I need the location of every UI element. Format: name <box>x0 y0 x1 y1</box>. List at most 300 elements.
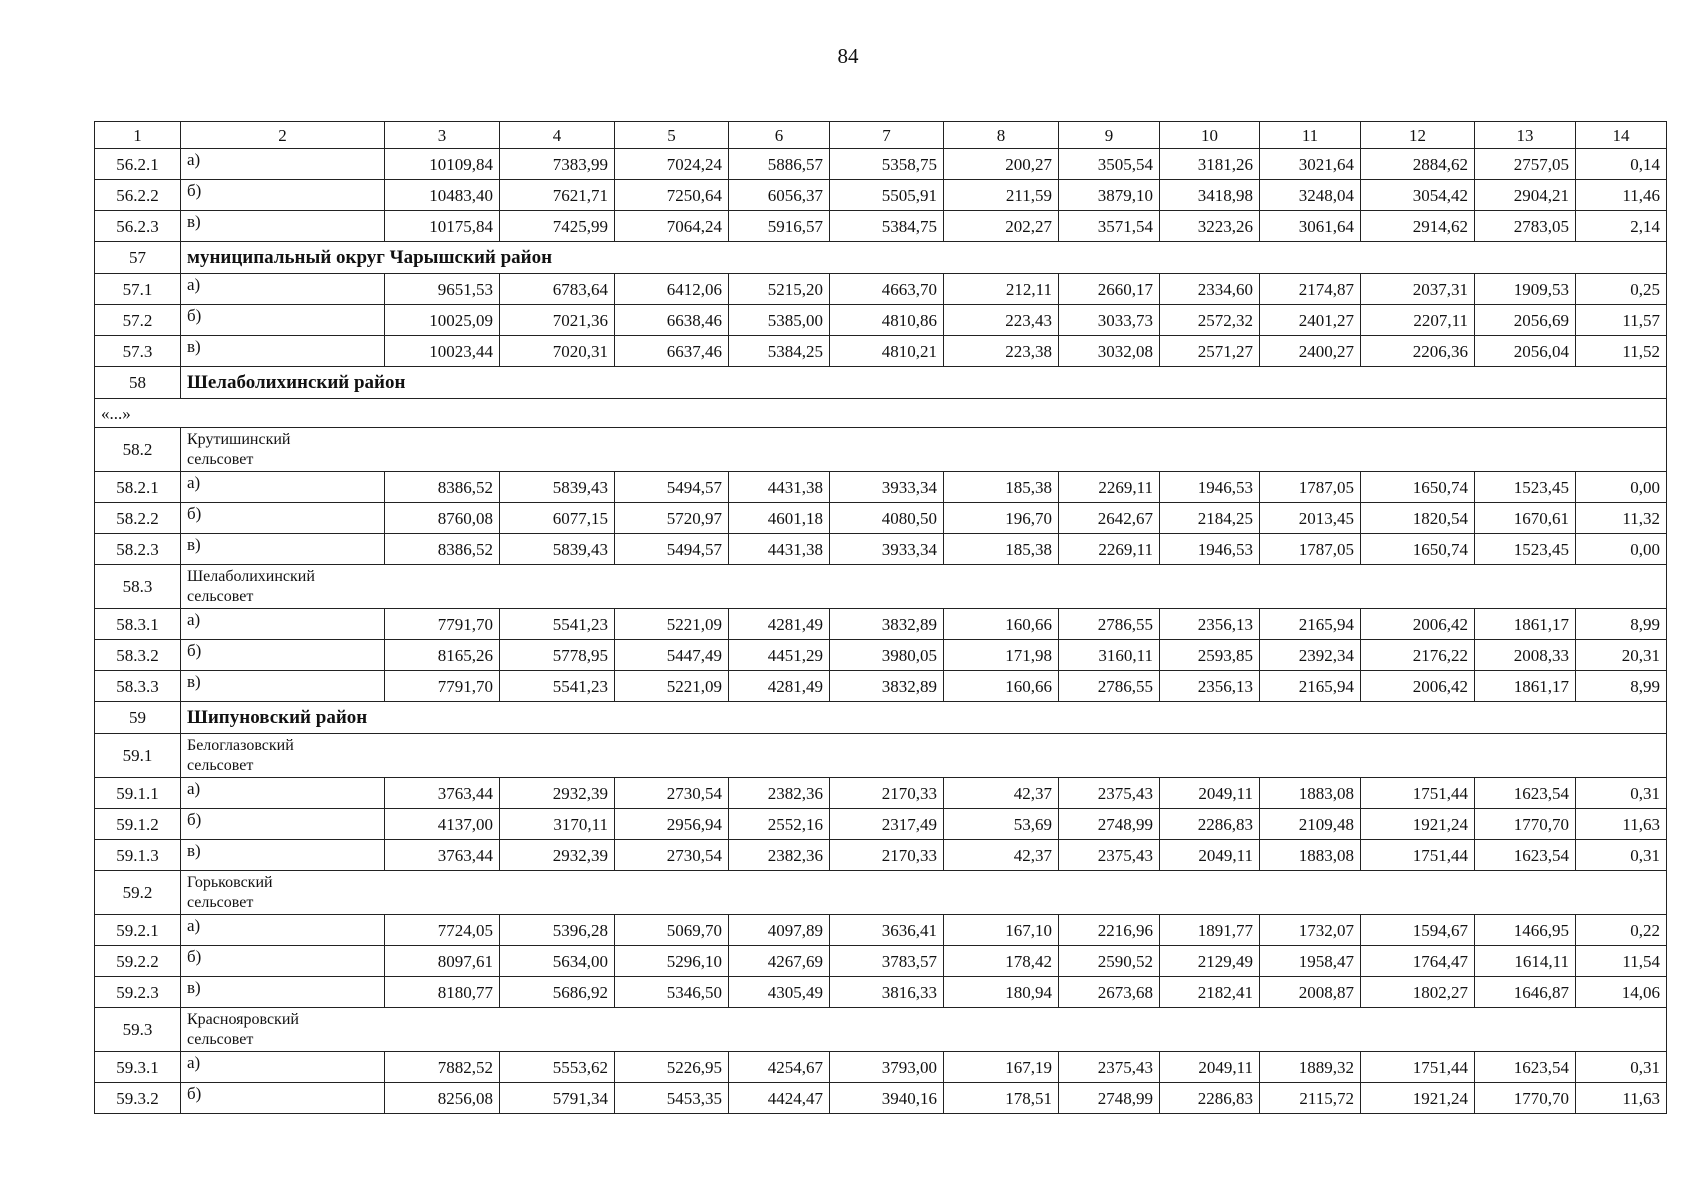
value-cell: 9651,53 <box>385 274 500 305</box>
column-header: 13 <box>1475 122 1576 149</box>
column-header: 2 <box>181 122 385 149</box>
value-cell: 7020,31 <box>500 336 615 367</box>
value-cell: 2401,27 <box>1260 305 1361 336</box>
value-cell: 5791,34 <box>500 1083 615 1114</box>
value-cell: 6783,64 <box>500 274 615 305</box>
value-cell: 5453,35 <box>615 1083 729 1114</box>
value-cell: 2932,39 <box>500 840 615 871</box>
table-row <box>95 534 1667 565</box>
row-code: 57.2 <box>95 305 181 336</box>
value-cell: 5505,91 <box>830 180 944 211</box>
column-header: 11 <box>1260 122 1361 149</box>
table-row <box>95 1052 1667 1083</box>
value-cell: 2129,49 <box>1160 946 1260 977</box>
value-cell: 2730,54 <box>615 840 729 871</box>
value-cell: 4810,21 <box>830 336 944 367</box>
value-cell: 8760,08 <box>385 503 500 534</box>
row-label: в) <box>181 336 385 367</box>
value-cell: 1820,54 <box>1361 503 1475 534</box>
row-label: в) <box>181 977 385 1008</box>
row-label: а) <box>181 609 385 640</box>
value-cell: 6638,46 <box>615 305 729 336</box>
value-cell: 5686,92 <box>500 977 615 1008</box>
value-cell: 2375,43 <box>1059 1052 1160 1083</box>
row-code: 59.1.3 <box>95 840 181 871</box>
section-title: Шелаболихинский район <box>181 367 1667 399</box>
value-cell: 4097,89 <box>729 915 830 946</box>
value-cell: 7383,99 <box>500 149 615 180</box>
value-cell: 2006,42 <box>1361 609 1475 640</box>
value-cell: 1751,44 <box>1361 1052 1475 1083</box>
row-label: б) <box>181 305 385 336</box>
value-cell: 5226,95 <box>615 1052 729 1083</box>
table-row <box>95 977 1667 1008</box>
row-label: в) <box>181 534 385 565</box>
value-cell: 1891,77 <box>1160 915 1260 946</box>
value-cell: 10023,44 <box>385 336 500 367</box>
row-code: 57.1 <box>95 274 181 305</box>
value-cell: 2006,42 <box>1361 671 1475 702</box>
value-cell: 5494,57 <box>615 472 729 503</box>
value-cell: 2642,67 <box>1059 503 1160 534</box>
section-code: 58 <box>95 367 181 399</box>
value-cell: 10175,84 <box>385 211 500 242</box>
section-title: Шипуновский район <box>181 702 1667 734</box>
value-cell: 2571,27 <box>1160 336 1260 367</box>
value-cell: 4281,49 <box>729 609 830 640</box>
row-code: 58.3.2 <box>95 640 181 671</box>
value-cell: 2008,87 <box>1260 977 1361 1008</box>
value-cell: 5839,43 <box>500 472 615 503</box>
value-cell: 3505,54 <box>1059 149 1160 180</box>
column-header: 14 <box>1576 122 1667 149</box>
tariff-table <box>94 121 1667 1114</box>
value-cell: 2286,83 <box>1160 809 1260 840</box>
value-cell: 3223,26 <box>1160 211 1260 242</box>
value-cell: 5634,00 <box>500 946 615 977</box>
value-cell: 5358,75 <box>830 149 944 180</box>
value-cell: 4601,18 <box>729 503 830 534</box>
value-cell: 1802,27 <box>1361 977 1475 1008</box>
value-cell: 3940,16 <box>830 1083 944 1114</box>
value-cell: 5778,95 <box>500 640 615 671</box>
value-cell: 5221,09 <box>615 609 729 640</box>
value-cell: 1946,53 <box>1160 472 1260 503</box>
value-cell: 2207,11 <box>1361 305 1475 336</box>
value-cell: 4431,38 <box>729 534 830 565</box>
row-code: 56.2.2 <box>95 180 181 211</box>
value-cell: 5541,23 <box>500 671 615 702</box>
value-cell: 2184,25 <box>1160 503 1260 534</box>
subsection-row <box>95 428 1667 472</box>
value-cell: 5494,57 <box>615 534 729 565</box>
value-cell: 2932,39 <box>500 778 615 809</box>
row-code: 59.3.1 <box>95 1052 181 1083</box>
value-cell: 42,37 <box>944 840 1059 871</box>
subsection-title-line: сельсовет <box>187 756 254 774</box>
row-label: в) <box>181 840 385 871</box>
value-cell: 1946,53 <box>1160 534 1260 565</box>
value-cell: 4305,49 <box>729 977 830 1008</box>
row-label: а) <box>181 1052 385 1083</box>
value-cell: 5541,23 <box>500 609 615 640</box>
subsection-title-line: Горьковский <box>187 874 273 892</box>
value-cell: 180,94 <box>944 977 1059 1008</box>
value-cell: 223,43 <box>944 305 1059 336</box>
value-cell: 2572,32 <box>1160 305 1260 336</box>
value-cell: 7021,36 <box>500 305 615 336</box>
value-cell: 2786,55 <box>1059 671 1160 702</box>
value-cell: 2317,49 <box>830 809 944 840</box>
value-cell: 8097,61 <box>385 946 500 977</box>
subsection-title-line: сельсовет <box>187 587 254 605</box>
table-row <box>95 336 1667 367</box>
value-cell: 1650,74 <box>1361 472 1475 503</box>
subsection-title-line: сельсовет <box>187 450 254 468</box>
value-cell: 5916,57 <box>729 211 830 242</box>
value-cell: 2392,34 <box>1260 640 1361 671</box>
column-header: 7 <box>830 122 944 149</box>
value-cell: 1770,70 <box>1475 809 1576 840</box>
row-label: в) <box>181 211 385 242</box>
value-cell: 4424,47 <box>729 1083 830 1114</box>
value-cell: 1523,45 <box>1475 472 1576 503</box>
value-cell: 1861,17 <box>1475 609 1576 640</box>
value-cell: 1646,87 <box>1475 977 1576 1008</box>
value-cell: 7882,52 <box>385 1052 500 1083</box>
value-cell: 11,54 <box>1576 946 1667 977</box>
value-cell: 2269,11 <box>1059 472 1160 503</box>
value-cell: 1787,05 <box>1260 472 1361 503</box>
value-cell: 2165,94 <box>1260 671 1361 702</box>
value-cell: 1650,74 <box>1361 534 1475 565</box>
section-row <box>95 702 1667 734</box>
subsection-row <box>95 734 1667 778</box>
row-code: 58.2.2 <box>95 503 181 534</box>
value-cell: 1861,17 <box>1475 671 1576 702</box>
value-cell: 2673,68 <box>1059 977 1160 1008</box>
column-header: 8 <box>944 122 1059 149</box>
value-cell: 4810,86 <box>830 305 944 336</box>
value-cell: 3054,42 <box>1361 180 1475 211</box>
value-cell: 2269,11 <box>1059 534 1160 565</box>
value-cell: 1909,53 <box>1475 274 1576 305</box>
value-cell: 7621,71 <box>500 180 615 211</box>
value-cell: 167,10 <box>944 915 1059 946</box>
value-cell: 5720,97 <box>615 503 729 534</box>
value-cell: 2904,21 <box>1475 180 1576 211</box>
value-cell: 5069,70 <box>615 915 729 946</box>
value-cell: 5221,09 <box>615 671 729 702</box>
table-row <box>95 180 1667 211</box>
value-cell: 4451,29 <box>729 640 830 671</box>
value-cell: 6412,06 <box>615 274 729 305</box>
value-cell: 3021,64 <box>1260 149 1361 180</box>
value-cell: 2056,04 <box>1475 336 1576 367</box>
value-cell: 2748,99 <box>1059 1083 1160 1114</box>
value-cell: 2115,72 <box>1260 1083 1361 1114</box>
row-label: а) <box>181 274 385 305</box>
row-label: б) <box>181 1083 385 1114</box>
column-header: 5 <box>615 122 729 149</box>
value-cell: 2748,99 <box>1059 809 1160 840</box>
value-cell: 2286,83 <box>1160 1083 1260 1114</box>
value-cell: 7791,70 <box>385 609 500 640</box>
subsection-title <box>181 428 1667 472</box>
table-body <box>95 122 1667 1114</box>
row-code: 56.2.3 <box>95 211 181 242</box>
value-cell: 2552,16 <box>729 809 830 840</box>
value-cell: 1883,08 <box>1260 778 1361 809</box>
value-cell: 2382,36 <box>729 778 830 809</box>
value-cell: 2049,11 <box>1160 778 1260 809</box>
value-cell: 2884,62 <box>1361 149 1475 180</box>
value-cell: 5553,62 <box>500 1052 615 1083</box>
value-cell: 1594,67 <box>1361 915 1475 946</box>
subsection-title <box>181 565 1667 609</box>
row-code: 58.3.3 <box>95 671 181 702</box>
column-header: 3 <box>385 122 500 149</box>
value-cell: 10109,84 <box>385 149 500 180</box>
section-title: муниципальный округ Чарышский район <box>181 242 1667 274</box>
value-cell: 0,31 <box>1576 778 1667 809</box>
value-cell: 3160,11 <box>1059 640 1160 671</box>
value-cell: 2170,33 <box>830 778 944 809</box>
value-cell: 2,14 <box>1576 211 1667 242</box>
value-cell: 6077,15 <box>500 503 615 534</box>
value-cell: 202,27 <box>944 211 1059 242</box>
value-cell: 5385,00 <box>729 305 830 336</box>
value-cell: 4137,00 <box>385 809 500 840</box>
value-cell: 200,27 <box>944 149 1059 180</box>
value-cell: 1623,54 <box>1475 840 1576 871</box>
row-code: 59.1.2 <box>95 809 181 840</box>
value-cell: 1787,05 <box>1260 534 1361 565</box>
value-cell: 7064,24 <box>615 211 729 242</box>
value-cell: 2914,62 <box>1361 211 1475 242</box>
value-cell: 0,00 <box>1576 534 1667 565</box>
value-cell: 2593,85 <box>1160 640 1260 671</box>
value-cell: 2590,52 <box>1059 946 1160 977</box>
row-label: в) <box>181 671 385 702</box>
value-cell: 3181,26 <box>1160 149 1260 180</box>
value-cell: 2216,96 <box>1059 915 1160 946</box>
value-cell: 11,52 <box>1576 336 1667 367</box>
row-code: 59.3.2 <box>95 1083 181 1114</box>
value-cell: 185,38 <box>944 534 1059 565</box>
value-cell: 8,99 <box>1576 609 1667 640</box>
value-cell: 2049,11 <box>1160 1052 1260 1083</box>
column-header: 1 <box>95 122 181 149</box>
value-cell: 53,69 <box>944 809 1059 840</box>
value-cell: 3033,73 <box>1059 305 1160 336</box>
row-label: а) <box>181 472 385 503</box>
section-code: 59 <box>95 702 181 734</box>
value-cell: 1751,44 <box>1361 840 1475 871</box>
column-header: 10 <box>1160 122 1260 149</box>
section-code: 57 <box>95 242 181 274</box>
value-cell: 3763,44 <box>385 840 500 871</box>
value-cell: 1921,24 <box>1361 1083 1475 1114</box>
table-row <box>95 640 1667 671</box>
value-cell: 1670,61 <box>1475 503 1576 534</box>
table-row <box>95 915 1667 946</box>
subsection-title <box>181 871 1667 915</box>
value-cell: 2400,27 <box>1260 336 1361 367</box>
value-cell: 1751,44 <box>1361 778 1475 809</box>
value-cell: 3793,00 <box>830 1052 944 1083</box>
value-cell: 11,32 <box>1576 503 1667 534</box>
value-cell: 7724,05 <box>385 915 500 946</box>
table-row <box>95 503 1667 534</box>
value-cell: 5447,49 <box>615 640 729 671</box>
value-cell: 2660,17 <box>1059 274 1160 305</box>
table-row <box>95 149 1667 180</box>
row-label: а) <box>181 778 385 809</box>
value-cell: 185,38 <box>944 472 1059 503</box>
subsection-row <box>95 1008 1667 1052</box>
value-cell: 2049,11 <box>1160 840 1260 871</box>
value-cell: 3571,54 <box>1059 211 1160 242</box>
value-cell: 3783,57 <box>830 946 944 977</box>
value-cell: 6637,46 <box>615 336 729 367</box>
row-label: б) <box>181 946 385 977</box>
table-row <box>95 671 1667 702</box>
value-cell: 2109,48 <box>1260 809 1361 840</box>
header-row <box>95 122 1667 149</box>
value-cell: 2375,43 <box>1059 840 1160 871</box>
subsection-code: 58.3 <box>95 565 181 609</box>
value-cell: 1883,08 <box>1260 840 1361 871</box>
value-cell: 1614,11 <box>1475 946 1576 977</box>
value-cell: 1523,45 <box>1475 534 1576 565</box>
value-cell: 212,11 <box>944 274 1059 305</box>
row-code: 59.2.1 <box>95 915 181 946</box>
value-cell: 11,63 <box>1576 809 1667 840</box>
value-cell: 3832,89 <box>830 671 944 702</box>
value-cell: 0,00 <box>1576 472 1667 503</box>
value-cell: 3248,04 <box>1260 180 1361 211</box>
value-cell: 5396,28 <box>500 915 615 946</box>
table-row <box>95 472 1667 503</box>
value-cell: 14,06 <box>1576 977 1667 1008</box>
subsection-code: 59.3 <box>95 1008 181 1052</box>
value-cell: 2956,94 <box>615 809 729 840</box>
omission-row <box>95 399 1667 428</box>
value-cell: 2174,87 <box>1260 274 1361 305</box>
value-cell: 6056,37 <box>729 180 830 211</box>
value-cell: 8,99 <box>1576 671 1667 702</box>
value-cell: 2013,45 <box>1260 503 1361 534</box>
subsection-row <box>95 565 1667 609</box>
value-cell: 2356,13 <box>1160 609 1260 640</box>
row-code: 58.2.1 <box>95 472 181 503</box>
omission-mark: «...» <box>95 399 1667 428</box>
value-cell: 3879,10 <box>1059 180 1160 211</box>
value-cell: 4267,69 <box>729 946 830 977</box>
subsection-title-line: Шелаболихинский <box>187 568 315 586</box>
value-cell: 1466,95 <box>1475 915 1576 946</box>
value-cell: 3170,11 <box>500 809 615 840</box>
value-cell: 2783,05 <box>1475 211 1576 242</box>
value-cell: 10025,09 <box>385 305 500 336</box>
value-cell: 2176,22 <box>1361 640 1475 671</box>
value-cell: 20,31 <box>1576 640 1667 671</box>
table-row <box>95 609 1667 640</box>
value-cell: 11,63 <box>1576 1083 1667 1114</box>
value-cell: 196,70 <box>944 503 1059 534</box>
row-label: б) <box>181 180 385 211</box>
value-cell: 2165,94 <box>1260 609 1361 640</box>
value-cell: 1623,54 <box>1475 778 1576 809</box>
value-cell: 11,57 <box>1576 305 1667 336</box>
column-header: 4 <box>500 122 615 149</box>
row-code: 56.2.1 <box>95 149 181 180</box>
value-cell: 8256,08 <box>385 1083 500 1114</box>
subsection-row <box>95 871 1667 915</box>
row-label: а) <box>181 149 385 180</box>
page-number: 84 <box>837 44 859 68</box>
value-cell: 0,31 <box>1576 840 1667 871</box>
value-cell: 5839,43 <box>500 534 615 565</box>
row-code: 59.1.1 <box>95 778 181 809</box>
value-cell: 2037,31 <box>1361 274 1475 305</box>
value-cell: 3980,05 <box>830 640 944 671</box>
value-cell: 1921,24 <box>1361 809 1475 840</box>
table-row <box>95 274 1667 305</box>
value-cell: 7250,64 <box>615 180 729 211</box>
row-code: 59.2.3 <box>95 977 181 1008</box>
value-cell: 5296,10 <box>615 946 729 977</box>
value-cell: 2008,33 <box>1475 640 1576 671</box>
table-row <box>95 211 1667 242</box>
row-label: б) <box>181 809 385 840</box>
row-label: б) <box>181 640 385 671</box>
row-label: а) <box>181 915 385 946</box>
value-cell: 10483,40 <box>385 180 500 211</box>
value-cell: 7791,70 <box>385 671 500 702</box>
value-cell: 3832,89 <box>830 609 944 640</box>
subsection-title-line: сельсовет <box>187 1030 254 1048</box>
value-cell: 0,31 <box>1576 1052 1667 1083</box>
value-cell: 1889,32 <box>1260 1052 1361 1083</box>
column-header: 9 <box>1059 122 1160 149</box>
value-cell: 178,42 <box>944 946 1059 977</box>
subsection-code: 59.1 <box>95 734 181 778</box>
value-cell: 2786,55 <box>1059 609 1160 640</box>
table-row <box>95 809 1667 840</box>
table-row <box>95 1083 1667 1114</box>
value-cell: 4663,70 <box>830 274 944 305</box>
subsection-title-line: сельсовет <box>187 893 254 911</box>
value-cell: 2757,05 <box>1475 149 1576 180</box>
table-row <box>95 840 1667 871</box>
value-cell: 167,19 <box>944 1052 1059 1083</box>
subsection-title-line: Краснояровский <box>187 1011 299 1029</box>
value-cell: 2182,41 <box>1160 977 1260 1008</box>
value-cell: 4080,50 <box>830 503 944 534</box>
section-row <box>95 242 1667 274</box>
subsection-title-line: Белоглазовский <box>187 737 294 755</box>
value-cell: 3933,34 <box>830 472 944 503</box>
value-cell: 5346,50 <box>615 977 729 1008</box>
value-cell: 2206,36 <box>1361 336 1475 367</box>
value-cell: 5384,25 <box>729 336 830 367</box>
value-cell: 3933,34 <box>830 534 944 565</box>
value-cell: 1732,07 <box>1260 915 1361 946</box>
value-cell: 3763,44 <box>385 778 500 809</box>
value-cell: 160,66 <box>944 671 1059 702</box>
